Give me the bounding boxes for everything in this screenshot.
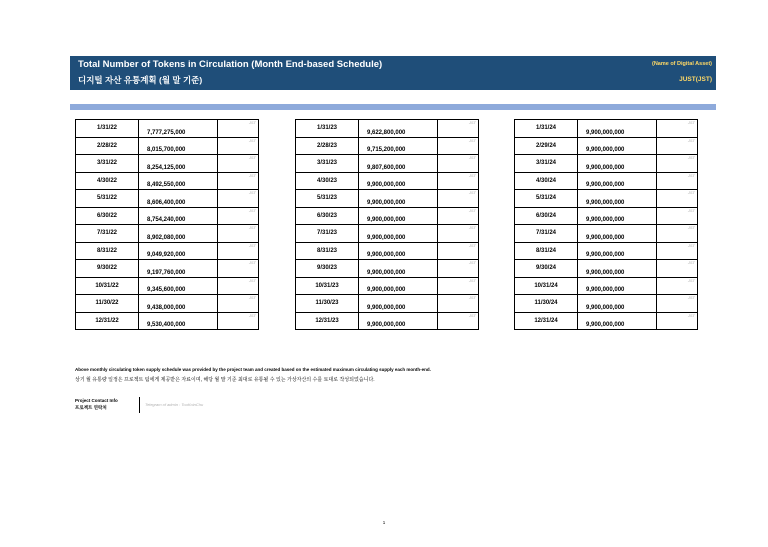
table-row xyxy=(296,225,479,243)
table-row xyxy=(296,155,479,173)
unit-cell: JST xyxy=(657,155,698,173)
unit-cell: JST xyxy=(218,137,259,155)
date-cell: 11/30/22 xyxy=(76,295,139,313)
page-subtitle: 디지털 자산 유통계획 (월 말 기준) xyxy=(78,75,203,85)
date-cell: 11/30/23 xyxy=(296,295,359,313)
table-row xyxy=(296,277,479,295)
date-cell: 7/31/22 xyxy=(76,225,139,243)
date-cell: 5/31/23 xyxy=(296,190,359,208)
supply-value-cell: 9,900,000,000 xyxy=(359,242,438,260)
supply-value-cell: 9,807,600,000 xyxy=(359,155,438,173)
date-cell: 2/29/24 xyxy=(515,137,578,155)
unit-cell: JST xyxy=(438,312,479,330)
supply-value-cell: 9,900,000,000 xyxy=(578,120,657,138)
date-cell: 4/30/22 xyxy=(76,172,139,190)
schedule-table xyxy=(295,119,479,330)
supply-value-cell: 9,715,200,000 xyxy=(359,137,438,155)
unit-cell: JST xyxy=(218,312,259,330)
date-cell: 8/31/24 xyxy=(515,242,578,260)
unit-cell: JST xyxy=(657,190,698,208)
table-row xyxy=(296,207,479,225)
supply-value-cell: 9,345,600,000 xyxy=(139,277,218,295)
date-cell: 10/31/23 xyxy=(296,277,359,295)
table-row xyxy=(296,295,479,313)
unit-cell: JST xyxy=(657,225,698,243)
date-cell: 12/31/23 xyxy=(296,312,359,330)
date-cell: 3/31/22 xyxy=(76,155,139,173)
table-row xyxy=(76,312,259,330)
table-row xyxy=(296,242,479,260)
supply-value-cell: 9,900,000,000 xyxy=(578,207,657,225)
date-cell: 3/31/23 xyxy=(296,155,359,173)
table-row xyxy=(76,172,259,190)
unit-cell: JST xyxy=(438,120,479,138)
schedule-table xyxy=(75,119,259,330)
supply-value-cell: 8,254,125,000 xyxy=(139,155,218,173)
table-row xyxy=(76,242,259,260)
date-cell: 4/30/23 xyxy=(296,172,359,190)
table-row xyxy=(76,225,259,243)
unit-cell: JST xyxy=(657,137,698,155)
supply-value-cell: 9,900,000,000 xyxy=(359,295,438,313)
date-cell: 6/30/24 xyxy=(515,207,578,225)
supply-value-cell: 9,900,000,000 xyxy=(578,225,657,243)
contact-label-en: Project Contact Info xyxy=(75,398,118,403)
table-row xyxy=(515,277,698,295)
supply-value-cell: 9,197,760,000 xyxy=(139,260,218,278)
table-row xyxy=(515,137,698,155)
unit-cell: JST xyxy=(438,225,479,243)
table-row xyxy=(76,190,259,208)
unit-cell: JST xyxy=(218,277,259,295)
unit-cell: JST xyxy=(218,260,259,278)
page-header xyxy=(70,56,716,90)
table-row xyxy=(296,312,479,330)
supply-value-cell: 9,900,000,000 xyxy=(359,172,438,190)
table-row xyxy=(296,120,479,138)
date-cell: 3/31/24 xyxy=(515,155,578,173)
supply-value-cell: 8,902,080,000 xyxy=(139,225,218,243)
date-cell: 2/28/23 xyxy=(296,137,359,155)
date-cell: 8/31/22 xyxy=(76,242,139,260)
table-row xyxy=(515,260,698,278)
unit-cell: JST xyxy=(218,120,259,138)
date-cell: 9/30/22 xyxy=(76,260,139,278)
supply-value-cell: 9,622,800,000 xyxy=(359,120,438,138)
table-row xyxy=(76,260,259,278)
unit-cell: JST xyxy=(438,277,479,295)
supply-value-cell: 9,900,000,000 xyxy=(359,312,438,330)
unit-cell: JST xyxy=(218,295,259,313)
table-row xyxy=(515,295,698,313)
date-cell: 5/31/24 xyxy=(515,190,578,208)
supply-value-cell: 9,900,000,000 xyxy=(359,225,438,243)
table-row xyxy=(76,155,259,173)
unit-cell: JST xyxy=(657,312,698,330)
table-row xyxy=(515,120,698,138)
supply-value-cell: 8,754,240,000 xyxy=(139,207,218,225)
unit-cell: JST xyxy=(438,207,479,225)
page-title: Total Number of Tokens in Circulation (Month End-based Schedule) xyxy=(78,59,383,70)
table-row xyxy=(515,172,698,190)
supply-value-cell: 9,900,000,000 xyxy=(359,190,438,208)
supply-value-cell: 9,900,000,000 xyxy=(359,260,438,278)
unit-cell: JST xyxy=(438,242,479,260)
supply-value-cell: 9,900,000,000 xyxy=(578,137,657,155)
supply-value-cell: 9,900,000,000 xyxy=(578,277,657,295)
date-cell: 8/31/23 xyxy=(296,242,359,260)
unit-cell: JST xyxy=(657,242,698,260)
supply-value-cell: 9,900,000,000 xyxy=(578,242,657,260)
supply-value-cell: 9,900,000,000 xyxy=(578,155,657,173)
unit-cell: JST xyxy=(218,190,259,208)
date-cell: 2/28/22 xyxy=(76,137,139,155)
table-row xyxy=(515,225,698,243)
table-row xyxy=(76,207,259,225)
supply-value-cell: 9,900,000,000 xyxy=(578,172,657,190)
date-cell: 9/30/24 xyxy=(515,260,578,278)
supply-value-cell: 9,900,000,000 xyxy=(578,260,657,278)
unit-cell: JST xyxy=(438,172,479,190)
date-cell: 1/31/24 xyxy=(515,120,578,138)
unit-cell: JST xyxy=(218,207,259,225)
unit-cell: JST xyxy=(218,172,259,190)
supply-value-cell: 9,049,920,000 xyxy=(139,242,218,260)
table-row xyxy=(515,207,698,225)
date-cell: 11/30/24 xyxy=(515,295,578,313)
date-cell: 1/31/22 xyxy=(76,120,139,138)
unit-cell: JST xyxy=(657,295,698,313)
header-divider xyxy=(70,104,716,110)
date-cell: 1/31/23 xyxy=(296,120,359,138)
note-english: Above monthly circulating token supply schedule was provided by the project team and created based on the estimated maximum circulating supply each month-end. xyxy=(75,367,431,372)
table-row xyxy=(76,295,259,313)
date-cell: 5/31/22 xyxy=(76,190,139,208)
unit-cell: JST xyxy=(657,260,698,278)
table-row xyxy=(76,137,259,155)
unit-cell: JST xyxy=(657,277,698,295)
date-cell: 4/30/24 xyxy=(515,172,578,190)
supply-value-cell: 9,438,000,000 xyxy=(139,295,218,313)
schedule-table xyxy=(514,119,698,330)
unit-cell: JST xyxy=(438,190,479,208)
date-cell: 10/31/24 xyxy=(515,277,578,295)
supply-value-cell: 8,492,550,000 xyxy=(139,172,218,190)
table-row xyxy=(296,172,479,190)
contact-label-block xyxy=(75,397,140,413)
date-cell: 7/31/23 xyxy=(296,225,359,243)
unit-cell: JST xyxy=(657,120,698,138)
unit-cell: JST xyxy=(657,207,698,225)
table-row xyxy=(515,242,698,260)
table-row xyxy=(515,155,698,173)
date-cell: 12/31/22 xyxy=(76,312,139,330)
supply-value-cell: 8,015,700,000 xyxy=(139,137,218,155)
unit-cell: JST xyxy=(438,295,479,313)
page-number: 1 xyxy=(382,520,386,525)
supply-value-cell: 9,900,000,000 xyxy=(578,295,657,313)
contact-label-ko: 프로젝트 연락처 xyxy=(75,405,107,410)
table-row xyxy=(515,312,698,330)
unit-cell: JST xyxy=(218,225,259,243)
supply-value-cell: 9,530,400,000 xyxy=(139,312,218,330)
supply-value-cell: 7,777,275,000 xyxy=(139,120,218,138)
supply-value-cell: 9,900,000,000 xyxy=(578,190,657,208)
unit-cell: JST xyxy=(218,242,259,260)
supply-value-cell: 9,900,000,000 xyxy=(359,277,438,295)
table-row xyxy=(515,190,698,208)
table-row xyxy=(296,137,479,155)
asset-name-label: (Name of Digital Asset) xyxy=(651,61,712,67)
date-cell: 7/31/24 xyxy=(515,225,578,243)
supply-value-cell: 8,606,400,000 xyxy=(139,190,218,208)
supply-value-cell: 9,900,000,000 xyxy=(578,312,657,330)
table-row xyxy=(76,277,259,295)
unit-cell: JST xyxy=(657,172,698,190)
table-row xyxy=(296,260,479,278)
date-cell: 12/31/24 xyxy=(515,312,578,330)
unit-cell: JST xyxy=(438,137,479,155)
note-korean: 상기 월 유통량 일정은 프로젝트 팀에게 제공받은 자료이며, 해당 월 말 기준 최대로 유통될 수 있는 가상자산의 수를 토대로 작성되었습니다. xyxy=(75,377,375,383)
date-cell: 9/30/23 xyxy=(296,260,359,278)
table-row xyxy=(296,190,479,208)
unit-cell: JST xyxy=(438,155,479,173)
supply-value-cell: 9,900,000,000 xyxy=(359,207,438,225)
asset-name: JUST(JST) xyxy=(679,76,712,83)
date-cell: 6/30/22 xyxy=(76,207,139,225)
unit-cell: JST xyxy=(218,155,259,173)
contact-value: Telegram of admin : TouKoinChu xyxy=(145,402,204,407)
unit-cell: JST xyxy=(438,260,479,278)
date-cell: 6/30/23 xyxy=(296,207,359,225)
table-row xyxy=(76,120,259,138)
date-cell: 10/31/22 xyxy=(76,277,139,295)
